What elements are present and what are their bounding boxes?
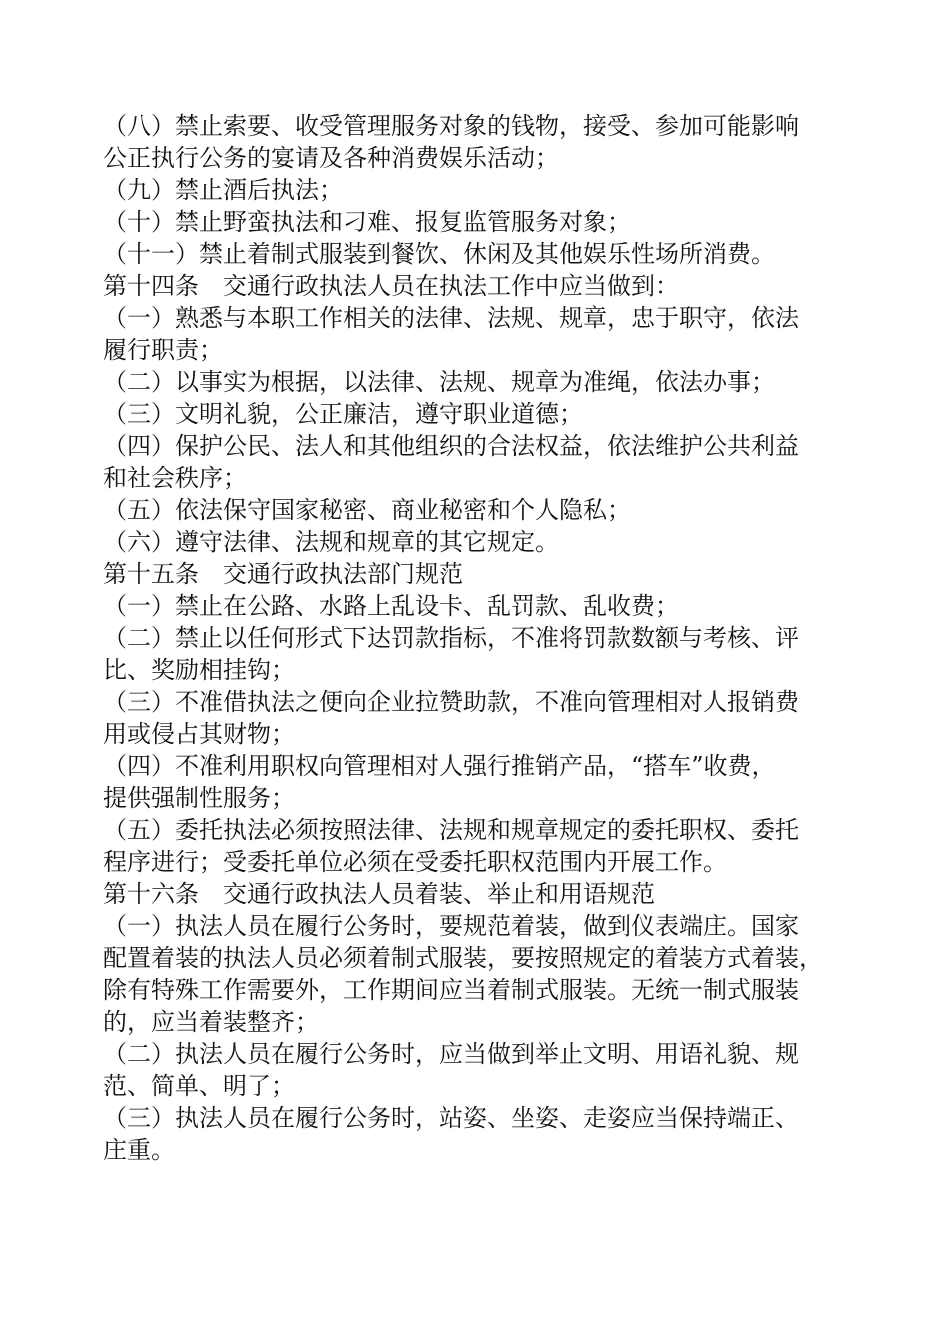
text-line: 和社会秩序； xyxy=(103,464,247,492)
text-line: 比、奖励相挂钩； xyxy=(103,656,295,684)
text-line: （五）委托执法必须按照法律、法规和规章规定的委托职权、委托 xyxy=(103,816,799,844)
article-16-heading: 第十六条 交通行政执法人员着装、举止和用语规范 xyxy=(103,880,655,908)
text-line: 配置着装的执法人员必须着制式服装，要按照规定的着装方式着装， xyxy=(103,944,823,972)
text-line: （二）以事实为根据，以法律、法规、规章为准绳，依法办事； xyxy=(103,368,775,396)
text-line: 程序进行；受委托单位必须在受委托职权范围内开展工作。 xyxy=(103,848,727,876)
text-line: （一）执法人员在履行公务时，要规范着装，做到仪表端庄。国家 xyxy=(103,912,799,940)
document-page xyxy=(103,110,843,1166)
text-line: 的，应当着装整齐； xyxy=(103,1008,319,1036)
text-line: （二）禁止以任何形式下达罚款指标，不准将罚款数额与考核、评 xyxy=(103,624,799,652)
text-line: （十一）禁止着制式服装到餐饮、休闲及其他娱乐性场所消费。 xyxy=(103,240,775,268)
article-14-heading: 第十四条 交通行政执法人员在执法工作中应当做到： xyxy=(103,272,679,300)
article-15-heading: 第十五条 交通行政执法部门规范 xyxy=(103,560,463,588)
text-line: 范、简单、明了； xyxy=(103,1072,295,1100)
text-line: （一）熟悉与本职工作相关的法律、法规、规章，忠于职守，依法 xyxy=(103,304,799,332)
text-line: 除有特殊工作需要外，工作期间应当着制式服装。无统一制式服装 xyxy=(103,976,799,1004)
text-line: （四）保护公民、法人和其他组织的合法权益，依法维护公共利益 xyxy=(103,432,799,460)
text-line: （六）遵守法律、法规和规章的其它规定。 xyxy=(103,528,559,556)
text-line: （一）禁止在公路、水路上乱设卡、乱罚款、乱收费； xyxy=(103,592,679,620)
text-line: 履行职责； xyxy=(103,336,223,364)
text-line: （八）禁止索要、收受管理服务对象的钱物，接受、参加可能影响 xyxy=(103,112,799,140)
text-line: （十）禁止野蛮执法和刁难、报复监管服务对象； xyxy=(103,208,631,236)
text-line: 提供强制性服务； xyxy=(103,784,295,812)
text-line: 庄重。 xyxy=(103,1136,175,1164)
text-line: （五）依法保守国家秘密、商业秘密和个人隐私； xyxy=(103,496,631,524)
text-line: 公正执行公务的宴请及各种消费娱乐活动； xyxy=(103,144,559,172)
text-line: （三）执法人员在履行公务时，站姿、坐姿、走姿应当保持端正、 xyxy=(103,1104,799,1132)
text-line: （三）不准借执法之便向企业拉赞助款，不准向管理相对人报销费 xyxy=(103,688,799,716)
text-line: 用或侵占其财物； xyxy=(103,720,295,748)
text-line: （四）不准利用职权向管理相对人强行推销产品，“搭车”收费， xyxy=(103,752,776,780)
text-line: （三）文明礼貌，公正廉洁，遵守职业道德； xyxy=(103,400,583,428)
text-line: （九）禁止酒后执法； xyxy=(103,176,343,204)
text-line: （二）执法人员在履行公务时，应当做到举止文明、用语礼貌、规 xyxy=(103,1040,799,1068)
